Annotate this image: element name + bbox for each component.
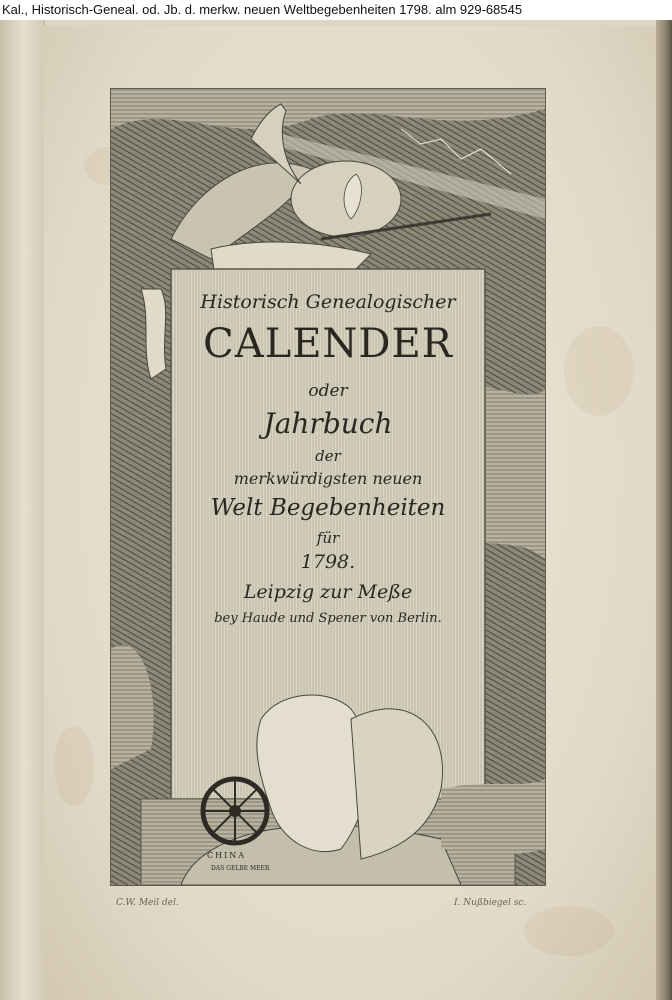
binding-left bbox=[0, 20, 45, 1000]
title-calender: CALENDER bbox=[203, 321, 453, 367]
title-line-11: bey Haude und Spener von Berlin. bbox=[214, 611, 442, 626]
image-caption: Kal., Historisch-Geneal. od. Jb. d. merkw. neuen Weltbegebenheiten 1798. alm 929-68545 bbox=[0, 0, 672, 20]
globe-label-china: CHINA bbox=[207, 851, 247, 860]
title-line-5: der bbox=[315, 447, 341, 465]
globe-label-sea: DAS GELBE MEER bbox=[211, 865, 270, 872]
title-line-8: für bbox=[316, 529, 340, 547]
foxing-spot bbox=[54, 726, 94, 806]
title-line-1: Historisch Genealogischer bbox=[200, 291, 456, 313]
title-year: 1798. bbox=[300, 551, 356, 573]
book-spread bbox=[0, 20, 672, 1000]
engraved-plate bbox=[110, 88, 546, 886]
title-line-10: Leipzig zur Meße bbox=[243, 581, 413, 603]
title-jahrbuch: Jahrbuch bbox=[263, 407, 393, 440]
frontispiece-page bbox=[44, 26, 656, 1000]
foxing-spot bbox=[524, 906, 614, 956]
title-line-7: Welt Begebenheiten bbox=[210, 495, 446, 521]
credit-engraver: I. Nußbiegel sc. bbox=[454, 898, 527, 908]
title-panel bbox=[171, 269, 485, 799]
title-line-6: merkwürdigsten neuen bbox=[233, 469, 423, 488]
binding-right bbox=[656, 20, 672, 1000]
title-line-3: oder bbox=[308, 381, 348, 401]
credit-draughtsman: C.W. Meil del. bbox=[116, 898, 179, 908]
foxing-spot bbox=[564, 326, 634, 416]
